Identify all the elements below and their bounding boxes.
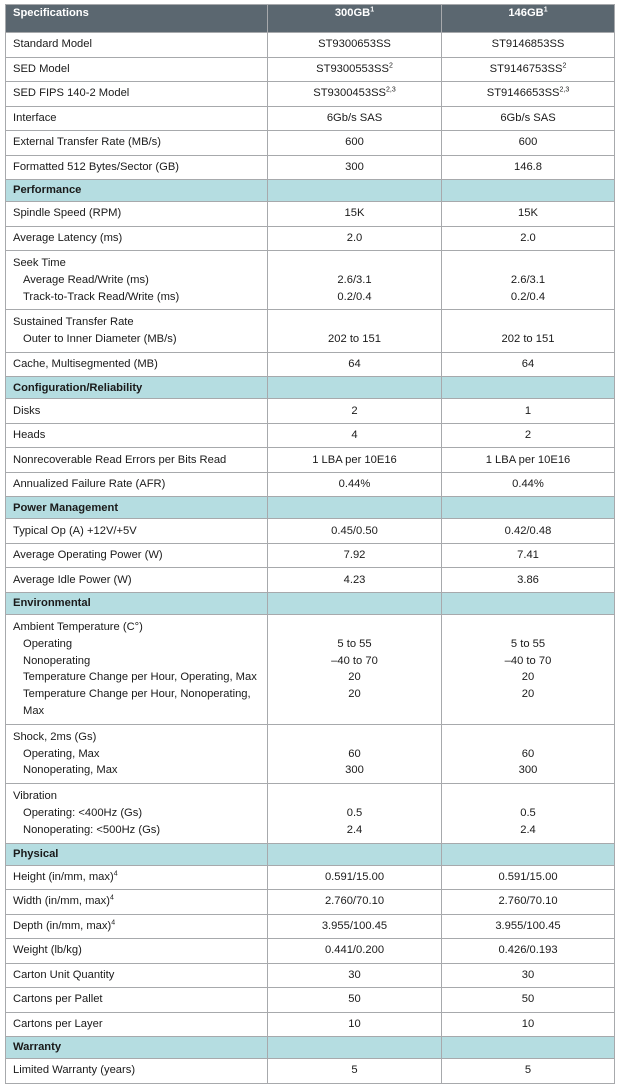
spec-value-spacer (275, 619, 434, 636)
spec-label: Width (in/mm, max) (13, 895, 110, 908)
table-row-group (6, 310, 615, 353)
spec-label: Carton Unit Quantity (13, 968, 115, 981)
spec-value-1: 300 (345, 160, 364, 173)
spec-value-1: 10 (348, 1017, 361, 1030)
spec-label-cell (6, 890, 268, 915)
spec-value-2: 2.0 (520, 231, 536, 244)
header-col-300gb (268, 5, 442, 33)
spec-value-spacer (449, 314, 607, 331)
spec-value-1: 0.5 (346, 806, 363, 819)
spec-label-cell (6, 988, 268, 1013)
spec-value-2: 0.2/0.4 (510, 290, 546, 303)
spec-value-1: 300 (345, 764, 364, 777)
spec-value-2: 146.8 (514, 160, 542, 173)
spec-value-2: 2.760/70.10 (498, 895, 558, 908)
spec-label: Formatted 512 Bytes/Sector (GB) (13, 160, 180, 173)
section-empty-cell (268, 1037, 442, 1059)
spec-value-1: ST9300553SS (316, 62, 389, 75)
spec-value-2: 2.4 (520, 823, 536, 836)
spec-value-cell (442, 131, 615, 156)
spec-label-cell (6, 963, 268, 988)
spec-value-2: ST9146753SS (489, 62, 563, 75)
spec-sub-label: Nonoperating (23, 654, 91, 667)
section-title: Environmental (6, 592, 268, 614)
spec-value-1: 1 LBA per 10E16 (312, 453, 397, 466)
spec-value-cell (268, 1059, 442, 1084)
section-header-row (6, 592, 615, 614)
table-row (6, 568, 615, 593)
spec-value-1: 20 (348, 671, 361, 684)
spec-label-cell (6, 226, 268, 251)
spec-value-1: ST9300453SS (313, 87, 387, 100)
spec-value-1: 2.0 (346, 231, 363, 244)
spec-label: SED Model (13, 62, 70, 75)
spec-label: Typical Op (A) +12V/+5V (13, 524, 137, 537)
spec-value-cell (442, 251, 615, 310)
spec-value-2: 50 (521, 993, 535, 1006)
spec-label: Nonrecoverable Read Errors per Bits Read (13, 453, 227, 466)
spec-value-1: –40 to 70 (331, 654, 378, 667)
spec-value-cell (442, 310, 615, 353)
spec-value-1: 2.6/3.1 (337, 273, 372, 286)
spec-value-spacer (449, 729, 607, 746)
spec-label: Average Latency (ms) (13, 231, 123, 244)
table-row (6, 131, 615, 156)
spec-group-label: Seek Time (13, 257, 66, 269)
spec-value-cell (442, 423, 615, 448)
spec-value-2: 0.44% (512, 478, 544, 491)
spec-value-cell (268, 568, 442, 593)
spec-value-cell (442, 724, 615, 783)
spec-sub-label: Nonoperating, Max (23, 764, 118, 777)
section-empty-cell (442, 843, 615, 865)
spec-value-cell (268, 988, 442, 1013)
section-title: Physical (6, 843, 268, 865)
table-row (6, 202, 615, 227)
section-empty-cell (442, 377, 615, 399)
spec-value-1: 7.92 (343, 549, 366, 562)
spec-label-cell (6, 202, 268, 227)
spec-label: External Transfer Rate (MB/s) (13, 136, 161, 149)
spec-value-1: 0.44% (338, 478, 371, 491)
section-empty-cell (442, 1037, 615, 1059)
spec-label-note: 4 (109, 894, 114, 902)
spec-group-label: Ambient Temperature (C°) (13, 620, 143, 633)
spec-value-cell (442, 519, 615, 544)
spec-value-cell (268, 939, 442, 964)
spec-sub-label: Temperature Change per Hour, Nonoperating, Max (23, 688, 251, 717)
spec-value-cell (442, 1059, 615, 1084)
spec-label: Cartons per Layer (13, 1017, 103, 1030)
table-row (6, 1059, 615, 1084)
spec-value-cell (268, 1012, 442, 1037)
spec-value-1: 50 (348, 993, 361, 1006)
spec-value-2: 15K (518, 207, 538, 220)
table-row (6, 33, 615, 58)
spec-value-cell (268, 202, 442, 227)
table-row (6, 106, 615, 131)
spec-value-2: 5 (524, 1064, 532, 1077)
spec-value-1: 6Gb/s SAS (326, 111, 383, 124)
spec-label: Cache, Multisegmented (MB) (13, 358, 158, 371)
spec-value-spacer (449, 255, 607, 272)
spec-value-2: 10 (521, 1017, 535, 1030)
spec-value-1: ST9300653SS (318, 38, 391, 51)
spec-value-cell (442, 914, 615, 939)
spec-value-cell (442, 784, 615, 843)
header-col-146gb-note: 1 (543, 6, 548, 14)
spec-value-cell (442, 155, 615, 180)
spec-value-cell (442, 963, 615, 988)
section-header-row (6, 843, 615, 865)
spec-sub-label: Track-to-Track Read/Write (ms) (23, 290, 180, 303)
spec-value-cell (268, 57, 442, 82)
spec-value-1: 30 (348, 968, 361, 981)
spec-value-2: 0.42/0.48 (504, 524, 552, 537)
spec-label: Disks (13, 404, 41, 417)
spec-value-2: 5 to 55 (510, 637, 546, 650)
table-row (6, 155, 615, 180)
section-title: Power Management (6, 497, 268, 519)
spec-value-2: 0.591/15.00 (498, 870, 558, 883)
spec-sub-label: Operating, Max (23, 747, 100, 760)
spec-value-2: 60 (521, 747, 535, 760)
table-row (6, 352, 615, 377)
spec-value-note-1: 2 (388, 62, 393, 70)
section-title: Configuration/Reliability (6, 377, 268, 399)
spec-value-1: 600 (345, 136, 364, 149)
spec-sub-label: Temperature Change per Hour, Operating, Max (23, 671, 257, 684)
table-row (6, 82, 615, 107)
spec-value-1: 64 (348, 358, 361, 371)
spec-sub-label: Nonoperating: <500Hz (Gs) (23, 823, 161, 836)
header-row (6, 5, 615, 33)
spec-label-cell (6, 82, 268, 107)
spec-label-cell (6, 399, 268, 424)
header-col-146gb-label: 146GB (508, 7, 544, 19)
spec-value-cell (268, 724, 442, 783)
section-empty-cell (442, 592, 615, 614)
table-row (6, 939, 615, 964)
spec-value-1: 20 (348, 688, 361, 701)
spec-value-2: 30 (521, 968, 535, 981)
spec-value-spacer (449, 619, 607, 636)
spec-label-cell (6, 251, 268, 310)
section-header-row (6, 497, 615, 519)
spec-value-2: 1 LBA per 10E16 (485, 453, 571, 466)
spec-value-cell (442, 472, 615, 497)
spec-label: Depth (in/mm, max) (13, 919, 112, 932)
spec-value-2: 64 (521, 358, 535, 371)
table-row-group (6, 724, 615, 783)
table-row (6, 1012, 615, 1037)
spec-label: Weight (lb/kg) (13, 944, 82, 957)
spec-label-cell (6, 472, 268, 497)
spec-value-cell (442, 568, 615, 593)
spec-group-label: Shock, 2ms (Gs) (13, 730, 97, 743)
spec-table (5, 4, 615, 1084)
spec-value-cell (442, 890, 615, 915)
spec-value-cell (442, 448, 615, 473)
spec-label-cell (6, 155, 268, 180)
spec-label-cell (6, 131, 268, 156)
spec-value-2: 600 (518, 136, 538, 149)
spec-value-2: 2 (524, 429, 532, 442)
spec-label: Interface (13, 111, 57, 124)
spec-value-cell (442, 399, 615, 424)
spec-value-cell (268, 352, 442, 377)
section-empty-cell (442, 180, 615, 202)
section-title: Performance (6, 180, 268, 202)
spec-value-2: 3.86 (517, 573, 539, 586)
spec-value-cell (268, 155, 442, 180)
section-empty-cell (442, 497, 615, 519)
section-empty-cell (268, 592, 442, 614)
spec-value-1: 0.2/0.4 (337, 290, 372, 303)
spec-value-cell (442, 543, 615, 568)
spec-value-spacer (275, 729, 434, 746)
spec-value-cell (442, 33, 615, 58)
spec-value-cell (268, 865, 442, 890)
spec-value-2: –40 to 70 (504, 654, 552, 667)
spec-label: Standard Model (13, 38, 92, 51)
table-row (6, 519, 615, 544)
spec-label: Average Idle Power (W) (13, 573, 132, 586)
spec-value-1: 5 to 55 (337, 637, 372, 650)
spec-value-cell (442, 939, 615, 964)
spec-value-2: 1 (524, 404, 532, 417)
spec-label: Annualized Failure Rate (AFR) (13, 478, 166, 491)
spec-value-cell (268, 423, 442, 448)
table-row-group (6, 784, 615, 843)
table-row (6, 914, 615, 939)
spec-label-cell (6, 543, 268, 568)
spec-value-1: 3.955/100.45 (321, 919, 388, 932)
spec-value-1: 15K (344, 207, 365, 220)
spec-label-cell (6, 448, 268, 473)
spec-value-2: 2.6/3.1 (510, 273, 546, 286)
spec-sub-label: Average Read/Write (ms) (23, 273, 149, 286)
table-row (6, 57, 615, 82)
header-col-146gb (442, 5, 615, 33)
spec-value-cell (268, 82, 442, 107)
spec-label-cell (6, 57, 268, 82)
spec-value-cell (268, 399, 442, 424)
table-row (6, 890, 615, 915)
spec-label-note: 4 (111, 919, 116, 927)
table-row (6, 963, 615, 988)
spec-value-1: 0.45/0.50 (331, 524, 378, 537)
spec-value-1: 2 (351, 404, 358, 417)
spec-value-cell (442, 82, 615, 107)
section-header-row (6, 377, 615, 399)
table-row-group (6, 251, 615, 310)
spec-value-1: 4.23 (343, 573, 366, 586)
spec-value-1: 0.441/0.200 (324, 944, 385, 957)
spec-value-1: 2.760/70.10 (324, 895, 385, 908)
section-header-row (6, 180, 615, 202)
table-row (6, 988, 615, 1013)
table-row (6, 423, 615, 448)
spec-value-cell (268, 890, 442, 915)
section-empty-cell (268, 180, 442, 202)
spec-value-1: 0.591/15.00 (324, 870, 385, 883)
spec-value-spacer (275, 314, 434, 331)
section-empty-cell (268, 497, 442, 519)
spec-value-cell (268, 33, 442, 58)
spec-label-cell (6, 310, 268, 353)
spec-label-cell (6, 1059, 268, 1084)
spec-value-cell (268, 448, 442, 473)
section-empty-cell (268, 843, 442, 865)
spec-group-label: Sustained Transfer Rate (13, 316, 134, 329)
spec-value-cell (442, 1012, 615, 1037)
spec-value-cell (268, 131, 442, 156)
spec-value-cell (268, 519, 442, 544)
spec-label-cell (6, 724, 268, 783)
spec-value-1: 2.4 (346, 823, 363, 836)
spec-value-cell (442, 988, 615, 1013)
spec-value-2: 7.41 (517, 549, 539, 562)
spec-label-cell (6, 614, 268, 724)
spec-label: Spindle Speed (RPM) (13, 207, 122, 220)
spec-value-2: 300 (518, 764, 538, 777)
spec-label-cell (6, 784, 268, 843)
spec-value-cell (442, 57, 615, 82)
spec-value-note-2: 2,3 (559, 86, 570, 94)
spec-value-spacer (449, 788, 607, 805)
spec-value-spacer (275, 788, 434, 805)
spec-label-cell (6, 939, 268, 964)
spec-value-cell (268, 543, 442, 568)
spec-value-2: 202 to 151 (501, 333, 555, 346)
spec-value-cell (442, 614, 615, 724)
table-row (6, 399, 615, 424)
spec-value-cell (268, 472, 442, 497)
spec-label-cell (6, 519, 268, 544)
spec-value-2: 0.426/0.193 (498, 944, 558, 957)
spec-value-cell (442, 352, 615, 377)
spec-value-note-2: 2 (562, 62, 567, 70)
spec-value-1: 4 (351, 429, 358, 442)
spec-value-2: 20 (521, 688, 535, 701)
spec-value-cell (268, 106, 442, 131)
spec-label: Cartons per Pallet (13, 993, 103, 1006)
table-row (6, 543, 615, 568)
spec-value-cell (442, 106, 615, 131)
spec-label-note: 4 (113, 870, 118, 878)
spec-value-2: ST9146653SS (486, 87, 560, 100)
spec-label: Heads (13, 429, 46, 442)
spec-label: Limited Warranty (years) (13, 1064, 136, 1077)
spec-value-cell (268, 310, 442, 353)
spec-value-2: 6Gb/s SAS (500, 111, 556, 124)
spec-value-cell (268, 963, 442, 988)
table-row-group (6, 614, 615, 724)
table-row (6, 226, 615, 251)
spec-label: SED FIPS 140-2 Model (13, 87, 130, 100)
section-title: Warranty (6, 1037, 268, 1059)
spec-sub-label: Outer to Inner Diameter (MB/s) (23, 333, 177, 346)
spec-value-1: 5 (351, 1064, 358, 1077)
spec-value-1: 202 to 151 (328, 333, 381, 346)
spec-value-cell (268, 251, 442, 310)
table-row (6, 865, 615, 890)
spec-value-cell (442, 865, 615, 890)
spec-label: Average Operating Power (W) (13, 549, 163, 562)
header-title: Specifications (6, 5, 268, 33)
spec-value-note-1: 2,3 (386, 86, 396, 94)
spec-value-2: 0.5 (520, 806, 536, 819)
spec-label-cell (6, 106, 268, 131)
section-empty-cell (268, 377, 442, 399)
spec-value-cell (268, 614, 442, 724)
spec-value-cell (268, 914, 442, 939)
spec-value-cell (268, 784, 442, 843)
spec-value-2: 3.955/100.45 (495, 919, 561, 932)
spec-value-2: ST9146853SS (491, 38, 565, 51)
header-col-300gb-label: 300GB (334, 7, 371, 19)
spec-label: Height (in/mm, max) (13, 870, 114, 883)
table-row (6, 472, 615, 497)
header-col-300gb-note: 1 (370, 6, 375, 14)
spec-body (6, 33, 615, 1084)
spec-value-spacer (275, 255, 434, 272)
spec-label-cell (6, 352, 268, 377)
spec-group-label: Vibration (13, 790, 57, 803)
spec-value-cell (268, 226, 442, 251)
spec-value-2: 20 (521, 671, 535, 684)
spec-label-cell (6, 914, 268, 939)
spec-label-cell (6, 1012, 268, 1037)
spec-value-1: 60 (348, 747, 361, 760)
spec-sub-label: Operating: <400Hz (Gs) (23, 806, 143, 819)
spec-label-cell (6, 423, 268, 448)
spec-value-cell (442, 202, 615, 227)
spec-label-cell (6, 568, 268, 593)
spec-label-cell (6, 33, 268, 58)
section-header-row (6, 1037, 615, 1059)
table-row (6, 448, 615, 473)
spec-label-cell (6, 865, 268, 890)
spec-sub-label: Operating (23, 637, 73, 650)
spec-value-cell (442, 226, 615, 251)
